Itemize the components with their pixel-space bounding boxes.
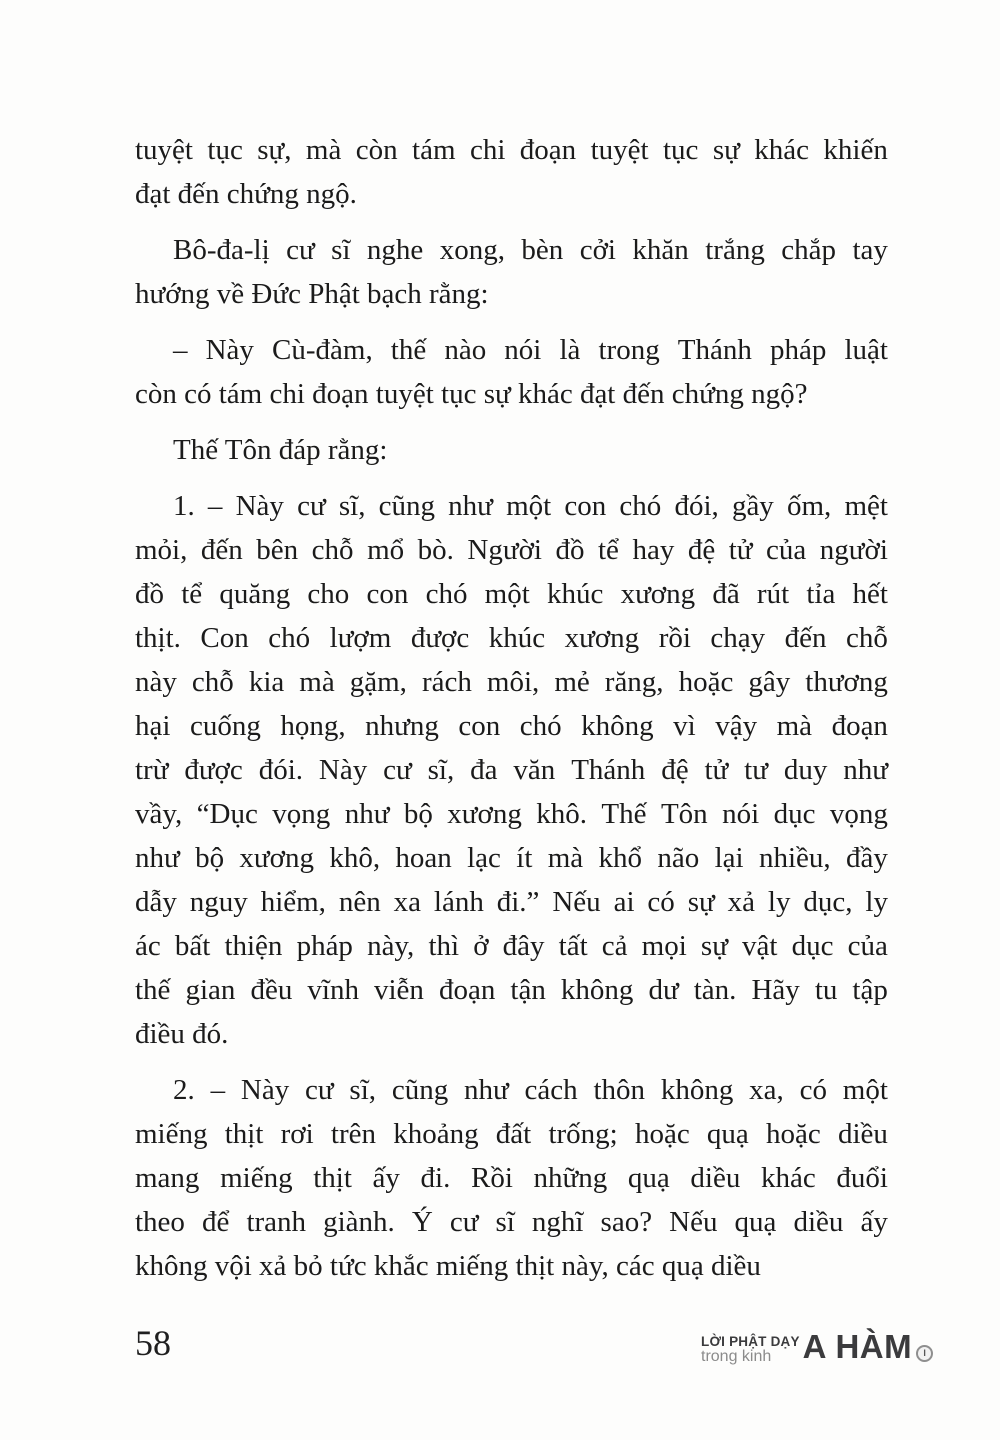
text-line: – Này Cù-đàm, thế nào nói là trong Thánh pháp luật	[173, 334, 888, 366]
text-line: tuyệt tục sự, mà còn tám chi đoạn tuyệt tục sự khác khiến	[135, 134, 888, 166]
paragraph	[135, 128, 888, 216]
text-line: như bộ xương khô, hoan lạc ít mà khổ não lại nhiều, đầy	[135, 842, 888, 874]
paragraph	[135, 1068, 888, 1288]
paragraph	[135, 328, 888, 416]
text-line: theo để tranh giành. Ý cư sĩ nghĩ sao? Nếu quạ diều ấy	[135, 1206, 888, 1238]
logo-text-stack	[701, 1332, 800, 1364]
page-text	[135, 128, 888, 1300]
volume-number-icon: I	[916, 1345, 933, 1362]
text-line: vầy, “Dục vọng như bộ xương khô. Thế Tôn nói dục vọng	[135, 798, 888, 830]
text-line: 1. – Này cư sĩ, cũng như một con chó đói, gầy ốm, mệt	[173, 490, 888, 522]
text-line: này chỗ kia mà gặm, rách môi, mẻ răng, hoặc gây thương	[135, 666, 888, 698]
text-line: không vội xả bỏ tức khắc miếng thịt này, các quạ diều	[135, 1250, 761, 1282]
text-line: trừ được đói. Này cư sĩ, đa văn Thánh đệ tử tư duy như	[135, 754, 888, 786]
paragraph	[135, 484, 888, 1056]
logo-series-title: LỜI PHẬT DẠY	[701, 1334, 800, 1349]
text-line: hại cuống họng, nhưng con chó không vì vậy mà đoạn	[135, 710, 888, 742]
text-line: ác bất thiện pháp này, thì ở đây tất cả mọi sự vật dục của	[135, 930, 888, 962]
paragraph	[135, 228, 888, 316]
text-line: Thế Tôn đáp rằng:	[173, 434, 388, 466]
text-line: thế gian đều vĩnh viễn đoạn tận không dư tàn. Hãy tu tập	[135, 974, 888, 1006]
text-line: dẫy nguy hiểm, nên xa lánh đi.” Nếu ai có sự xả ly dục, ly	[135, 886, 888, 918]
paragraph	[135, 428, 888, 472]
text-line: 2. – Này cư sĩ, cũng như cách thôn không xa, có một	[173, 1074, 888, 1106]
text-line: thịt. Con chó lượm được khúc xương rồi chạy đến chỗ	[135, 622, 888, 654]
text-line: còn có tám chi đoạn tuyệt tục sự khác đạt đến chứng ngộ?	[135, 378, 808, 410]
text-line: mang miếng thịt ấy đi. Rồi những quạ diều khác đuổi	[135, 1162, 888, 1194]
text-line: đạt đến chứng ngộ.	[135, 178, 357, 210]
text-line: điều đó.	[135, 1018, 229, 1050]
page-number: 58	[135, 1323, 171, 1363]
text-line: hướng về Đức Phật bạch rằng:	[135, 278, 489, 310]
publisher-logo	[701, 1328, 933, 1365]
text-line: mỏi, đến bên chỗ mổ bò. Người đồ tể hay đệ tử của người	[135, 534, 888, 566]
text-line: đồ tể quăng cho con chó một khúc xương đã rút tỉa hết	[135, 578, 888, 610]
logo-book-title: A HÀM	[802, 1328, 913, 1365]
text-line: miếng thịt rơi trên khoảng đất trống; hoặc quạ hoặc diều	[135, 1118, 888, 1150]
logo-series-subtitle: trong kinh	[701, 1348, 772, 1365]
text-line: Bô-đa-lị cư sĩ nghe xong, bèn cởi khăn trắng chắp tay	[173, 234, 888, 266]
